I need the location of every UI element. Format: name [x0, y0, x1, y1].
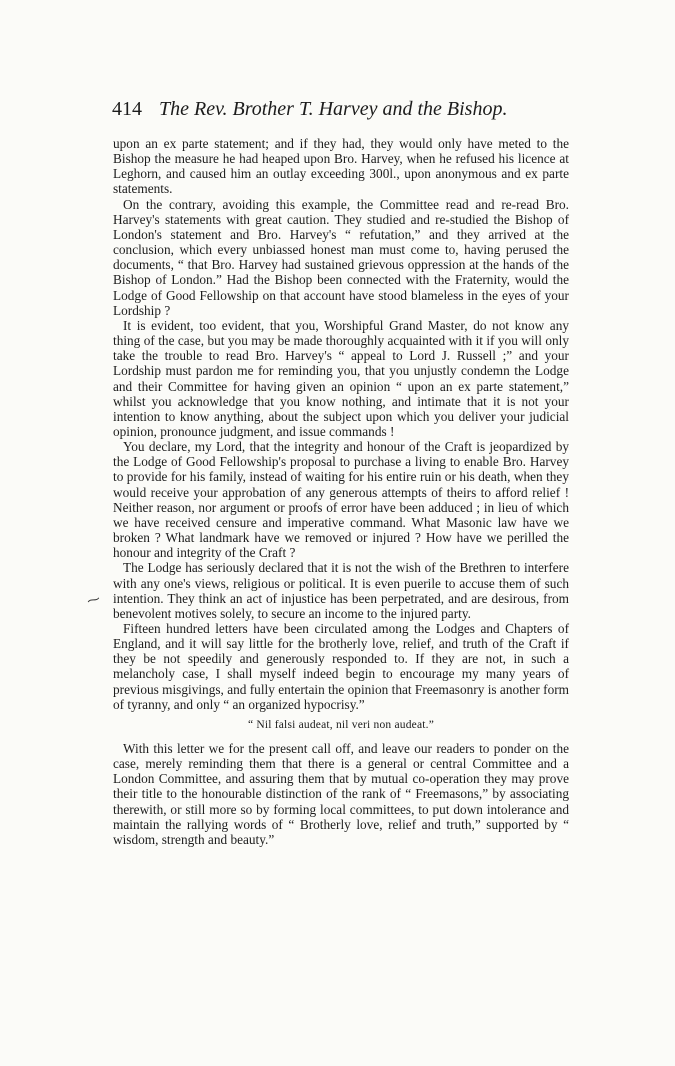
running-header: [112, 96, 572, 122]
closing-paragraph: With this letter we for the present call off, and leave our readers to ponder on the case, merely reminding them that there is a general or central Committee and a London Committee, and assuring them that by mutual co-operation they may prove their title to the honourable distinction of the rank of “ Freemasons,” by associating therewith, or still more so by forming local committees, to put down intolerance and maintain the rallying words of “ Brotherly love, relief and truth,” supported by “ wisdom, strength and beauty.”: [113, 740, 569, 847]
paragraph: On the contrary, avoiding this example, the Committee read and re-read Bro. Harvey's statements with great caution. They studied and re-studied the Bishop of London's statement and Bro. Harvey's “ refutation,” and they arrived at the conclusion, which every unbiassed honest man must come to, having perused the documents, “ that Bro. Harvey had sustained grievous oppression at the hands of the Bishop of London.” Had the Bishop been connected with the Fraternity, would the Lodge of Good Fellowship on that account have stood blameless in the eyes of your Lordship ?: [113, 196, 569, 318]
page-number: 414: [112, 98, 142, 120]
running-title: The Rev. Brother T. Harvey and the Bishop.: [159, 98, 508, 120]
margin-mark: ⁓: [85, 590, 102, 609]
latin-motto: “ Nil falsi audeat, nil veri non audeat.”: [247, 718, 435, 731]
paragraph: upon an ex parte statement; and if they had, they would only have meted to the Bishop the measure he had heaped upon Bro. Harvey, when he refused his licence at Leghorn, and caused him an outlay exceeding 300l., upon anonymous and ex parte statements.: [113, 136, 569, 197]
paragraph: Fifteen hundred letters have been circulated among the Lodges and Chapters of England, and it will say little for the brotherly love, relief, and truth of the Craft if they be not speedily and generously responded to. If they are not, in such a melancholy case, I shall myself indeed begin to encourage my many years of previous misgivings, and fully entertain the opinion that Freemasonry is another form of tyranny, and only “ an organized hypocrisy.”: [113, 621, 569, 712]
paragraph: It is evident, too evident, that you, Worshipful Grand Master, do not know any thing of the case, but you may be made thoroughly acquainted with it if you will only take the trouble to read Bro. Harvey's “ appeal to Lord J. Russell ;” and your Lordship must pardon me for reminding you, that you unjustly condemn the Lodge and their Committee for having given an opinion “ upon an ex parte statement,” whilst you acknowledge that you know nothing, and intimate that it is not your intention to know anything, about the subject upon which you deliver your judicial opinion, pronounce judgment, and issue commands !: [113, 317, 569, 439]
body-text: [113, 136, 569, 847]
paragraph: You declare, my Lord, that the integrity and honour of the Craft is jeopardized by the Lodge of Good Fellowship's proposal to purchase a living to enable Bro. Harvey to provide for his family, instead of waiting for his entire ruin or his death, when they would receive your approbation of any generous attempts of theirs to afford relief ! Neither reason, nor argument or proofs of error have been adduced ; in lieu of which we have received censure and imperative command. What Masonic law have we broken ? What landmark have we removed or injured ? How have we perilled the honour and integrity of the Craft ?: [113, 439, 569, 561]
paragraph: The Lodge has seriously declared that it is not the wish of the Brethren to interfere with any one's views, religious or political. It is even puerile to accuse them of such intention. They think an act of injustice has been perpetrated, and are desirous, from benevolent motives solely, to secure an income to the injured party.: [113, 560, 569, 621]
